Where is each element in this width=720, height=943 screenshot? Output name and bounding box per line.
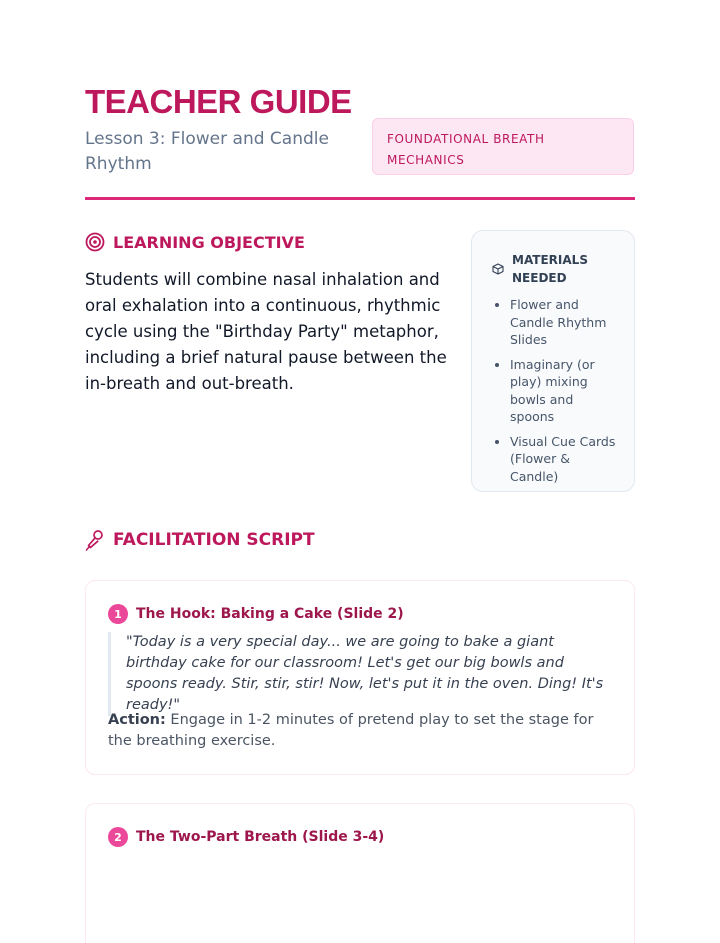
materials-panel <box>471 230 635 492</box>
list-item: • Visual Cue Cards (Flower & Candle) <box>510 433 616 486</box>
header-divider <box>85 197 635 200</box>
step-title: The Hook: Baking a Cake (Slide 2) <box>136 606 404 622</box>
script-quote: "Today is a very special day... we are going to bake a giant birthday cake for our classroom! Let's get our big bowls and spoons ready. Stir, stir, stir! Now, let's put it in the oven. Ding! It's ready!" <box>108 632 613 716</box>
step-title: The Two-Part Breath (Slide 3-4) <box>136 829 385 845</box>
list-item: • Imaginary (or play) mixing bowls and spoons <box>510 356 616 426</box>
action-text: Engage in 1-2 minutes of pretend play to set the stage for the breathing exercise. <box>108 712 594 749</box>
microphone-icon <box>85 529 105 551</box>
step-header <box>108 604 404 624</box>
learning-objective-text: Students will combine nasal inhalation and oral exhalation into a continuous, rhythmic cycle using the "Birthday Party" metaphor, including a brief natural pause between the in-breath and out-breath. <box>85 270 447 393</box>
learning-objective-heading <box>85 232 305 252</box>
step-action <box>108 710 598 752</box>
step-header <box>108 827 384 847</box>
facilitation-heading <box>85 529 315 551</box>
facilitation-label: FACILITATION SCRIPT <box>113 530 315 550</box>
learning-objective-label: LEARNING OBJECTIVE <box>113 232 305 252</box>
list-item: • Flower and Candle Rhythm Slides <box>510 296 616 349</box>
step-number-badge: 2 <box>108 827 128 847</box>
step-number-badge: 1 <box>108 604 128 624</box>
script-step-card <box>85 803 635 943</box>
materials-list <box>492 296 616 485</box>
action-label: Action: <box>108 712 166 728</box>
lesson-subtitle: Lesson 3: Flower and Candle Rhythm <box>85 129 329 174</box>
script-step-card <box>85 580 635 775</box>
category-tag: FOUNDATIONAL BREATH MECHANICS <box>372 118 634 175</box>
materials-heading: MATERIALS NEEDED <box>512 253 588 285</box>
target-icon <box>85 232 105 252</box>
box-icon <box>492 263 504 275</box>
page-title: TEACHER GUIDE <box>85 83 352 120</box>
